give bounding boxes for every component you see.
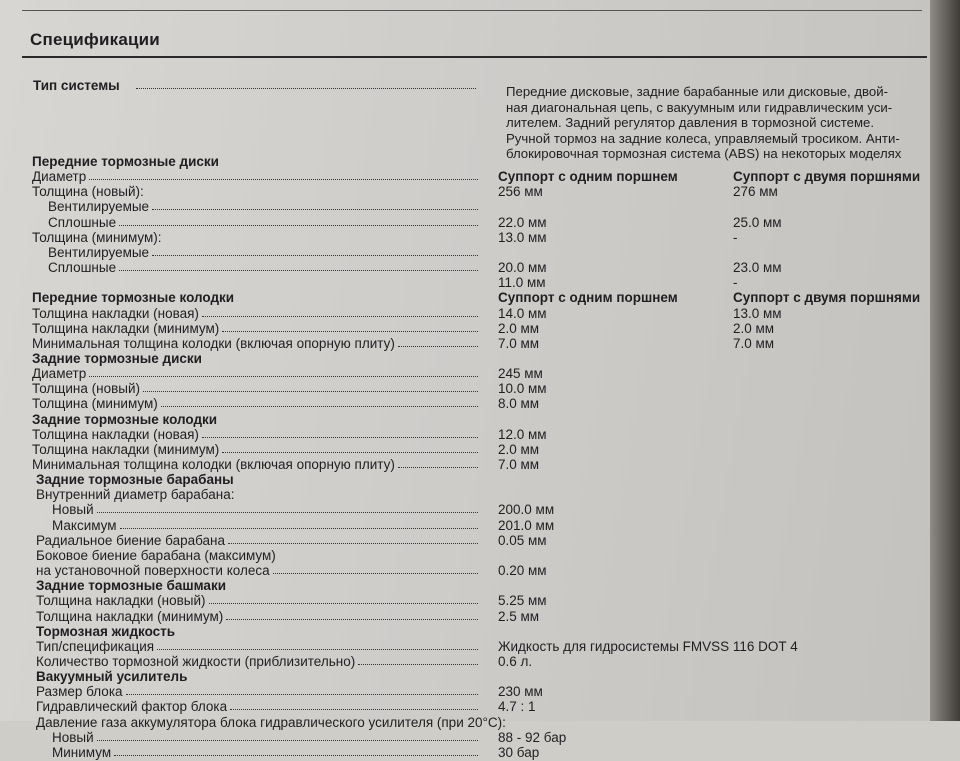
value-single-piston: 2.0 мм <box>498 441 540 457</box>
spec-label: Толщина накладки (новая) <box>32 426 199 442</box>
spec-label: Сплошные <box>48 260 117 276</box>
spec-label: Внутренний диаметр барабана: <box>36 487 235 503</box>
spec-label: Тип/спецификация <box>36 638 155 654</box>
leader-dots <box>398 336 478 347</box>
spec-label: Толщина (новый): <box>32 184 144 200</box>
value-single-piston: 8.0 мм <box>498 396 540 412</box>
leader-dots <box>228 533 478 544</box>
value-single-piston: 0.6 л. <box>498 653 533 669</box>
leader-dots <box>119 260 478 271</box>
leader-dots <box>136 78 476 89</box>
spec-label: Размер блока <box>36 684 123 700</box>
leader-dots <box>209 593 478 604</box>
book-page-edge <box>930 0 960 721</box>
leader-dots <box>120 518 478 529</box>
spec-label: Радиальное биение барабана <box>36 532 225 548</box>
value-dual-piston: 23.0 мм <box>733 260 782 276</box>
value-dual-piston: - <box>733 275 738 291</box>
value-single-piston: 256 мм <box>498 184 543 200</box>
spec-label: Диаметр <box>32 366 87 382</box>
spec-label: Новый <box>52 502 94 518</box>
spec-label: Диаметр <box>32 169 87 185</box>
leader-dots <box>202 306 478 317</box>
leader-dots <box>398 457 478 468</box>
description-line: блокировочная тормозная система (ABS) на некоторых моделях <box>506 146 902 162</box>
value-dual-piston: 7.0 мм <box>733 335 775 351</box>
section-heading: Тормозная жидкость <box>36 623 176 639</box>
leader-dots <box>152 245 478 256</box>
section-heading: Задние тормозные колодки <box>32 411 218 427</box>
spec-label: Толщина (минимум): <box>32 229 162 245</box>
spec-label: Толщина накладки (новый) <box>36 593 206 609</box>
value-dual-piston: Суппорт с двумя поршнями <box>733 290 921 306</box>
leader-dots <box>89 169 478 180</box>
spec-label: Толщина накладки (минимум) <box>32 441 220 457</box>
value-single-piston: Суппорт с одним поршнем <box>498 290 678 306</box>
leader-dots <box>230 699 478 710</box>
spec-label: Толщина (новый) <box>32 381 141 397</box>
value-single-piston: 2.0 мм <box>498 320 540 336</box>
section-heading: Вакуумный усилитель <box>36 669 188 685</box>
value-single-piston: 20.0 мм <box>498 260 547 276</box>
leader-dots <box>157 639 478 650</box>
spec-label: Вентилируемые <box>48 199 150 215</box>
spec-label: Вентилируемые <box>48 244 150 260</box>
value-dual-piston: Суппорт с двумя поршнями <box>733 169 921 185</box>
value-dual-piston: 2.0 мм <box>733 320 775 336</box>
leader-dots <box>273 563 478 574</box>
section-heading: Задние тормозные барабаны <box>36 472 234 488</box>
heading-underline <box>22 56 927 58</box>
value-single-piston: 245 мм <box>498 366 543 382</box>
section-heading: Задние тормозные диски <box>32 350 202 366</box>
value-single-piston: 4.7 : 1 <box>498 699 536 715</box>
value-single-piston: 11.0 мм <box>498 275 546 291</box>
description-line: Ручной тормоз на задние колеса, управляемый тросиком. Анти- <box>506 130 900 146</box>
spec-label: Минимальная толщина колодки (включая опорную плиту) <box>32 457 395 472</box>
spec-label: Толщина накладки (минимум) <box>32 320 220 336</box>
leader-dots <box>97 502 478 513</box>
value-single-piston: 201.0 мм <box>498 517 555 533</box>
value-dual-piston: 276 мм <box>733 184 778 200</box>
spec-label: Сплошные <box>48 214 117 230</box>
value-single-piston: 230 мм <box>498 684 543 700</box>
value-single-piston: 30 бар <box>498 744 540 760</box>
system-type-label: Тип системы <box>33 78 120 93</box>
leader-dots <box>358 654 478 665</box>
value-single-piston: 0.20 мм <box>498 563 547 579</box>
spec-label: Максимум <box>52 517 117 533</box>
value-single-piston: 13.0 мм <box>498 229 547 245</box>
spec-label: Минимальная толщина колодки (включая опорную плиту) <box>32 335 395 351</box>
section-heading: Передние тормозные диски <box>32 154 219 169</box>
spec-label: Толщина (минимум) <box>32 396 158 412</box>
section-heading: Передние тормозные колодки <box>32 290 235 306</box>
spec-label: Количество тормозной жидкости (приблизительно) <box>36 653 356 669</box>
value-single-piston: 2.5 мм <box>498 608 540 624</box>
value-single-piston: 200.0 мм <box>498 502 555 518</box>
leader-dots <box>119 215 478 226</box>
value-single-piston: 10.0 мм <box>498 381 547 397</box>
spec-label: Давление газа аккумулятора блока гидравлического усилителя (при 20°C): <box>36 714 506 730</box>
value-single-piston: 7.0 мм <box>498 335 540 351</box>
leader-dots <box>126 684 478 695</box>
section-heading: Задние тормозные башмаки <box>36 578 226 594</box>
leader-dots <box>114 745 478 756</box>
leader-dots <box>222 321 478 332</box>
description-line: Передние дисковые, задние барабанные или дисковые, двой- <box>506 84 888 99</box>
leader-dots <box>226 609 478 620</box>
leader-dots <box>89 366 478 377</box>
leader-dots <box>161 396 478 407</box>
leader-dots <box>202 427 478 438</box>
spec-label: Новый <box>52 729 94 745</box>
top-rule <box>22 0 922 11</box>
value-dual-piston: 25.0 мм <box>733 214 782 230</box>
spec-label: Гидравлический фактор блока <box>36 699 228 715</box>
value-single-piston: 7.0 мм <box>498 457 540 472</box>
spec-label: Толщина накладки (новая) <box>32 305 199 321</box>
page-title: Спецификации <box>30 30 160 49</box>
leader-dots <box>143 381 478 392</box>
value-single-piston: 5.25 мм <box>498 593 547 609</box>
spec-label: на установочной поверхности колеса <box>36 563 270 579</box>
value-single-piston: 88 - 92 бар <box>498 729 567 745</box>
value-single-piston: 14.0 мм <box>498 305 547 321</box>
spec-label: Минимум <box>52 744 112 760</box>
leader-dots <box>152 199 478 210</box>
system-type-description <box>506 84 936 162</box>
description-line: ная диагональная цепь, с вакуумным или гидравлическим уси- <box>506 99 893 115</box>
value-dual-piston: 13.0 мм <box>733 305 782 321</box>
value-single-piston: 12.0 мм <box>498 426 547 442</box>
value-single-piston: 22.0 мм <box>498 214 547 230</box>
leader-dots <box>222 442 478 453</box>
value-single-piston: 0.05 мм <box>498 532 547 548</box>
spec-label: Толщина накладки (минимум) <box>36 608 224 624</box>
leader-dots <box>97 730 478 741</box>
value-single-piston: Жидкость для гидросистемы FMVSS 116 DOT 4 <box>498 638 798 654</box>
spec-label: Боковое биение барабана (максимум) <box>36 547 276 563</box>
value-single-piston: Суппорт с одним поршнем <box>498 169 678 185</box>
description-line: лителем. Задний регулятор давления в тормозной системе. <box>506 115 875 131</box>
value-dual-piston: - <box>733 229 738 245</box>
